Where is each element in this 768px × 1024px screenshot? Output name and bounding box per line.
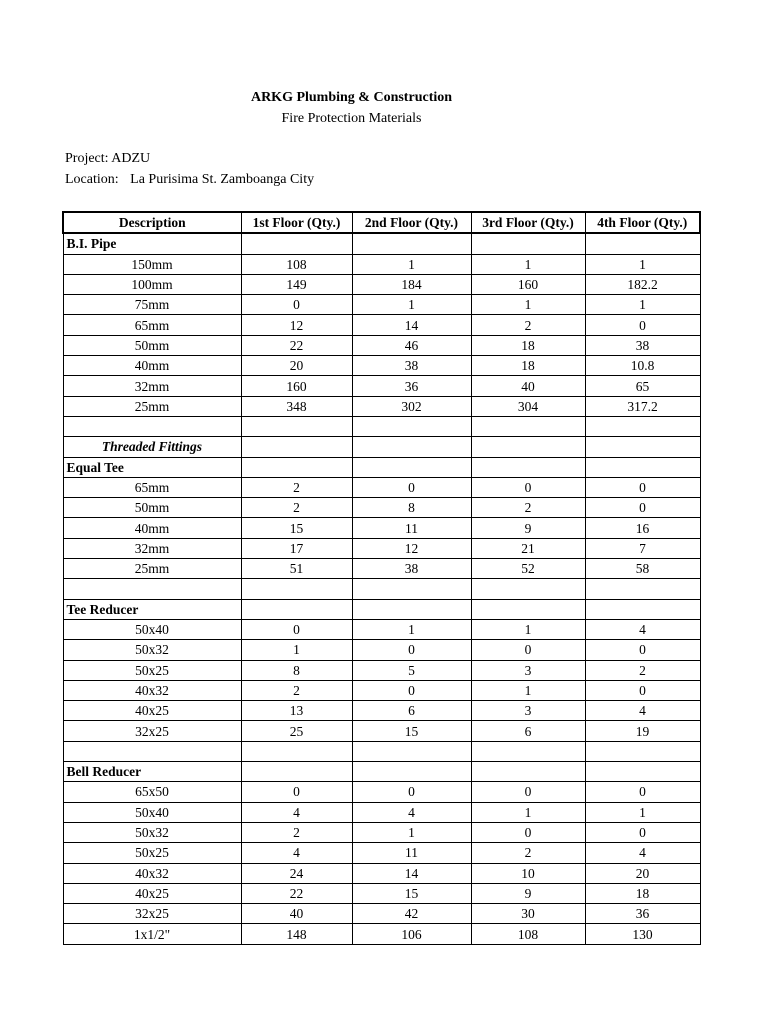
section-row <box>63 457 700 477</box>
qty-cell-floor-2: 38 <box>352 559 471 579</box>
qty-cell-floor-1: 22 <box>241 883 352 903</box>
qty-cell-floor-4: 0 <box>585 680 700 700</box>
empty-cell <box>471 416 585 436</box>
item-description: 40mm <box>63 356 241 376</box>
document-subtitle: Fire Protection Materials <box>281 111 422 126</box>
section-row <box>63 233 700 254</box>
item-description: 100mm <box>63 274 241 294</box>
qty-cell-floor-2: 0 <box>352 477 471 497</box>
qty-cell-floor-2: 1 <box>352 619 471 639</box>
qty-cell-floor-1: 0 <box>241 782 352 802</box>
item-description: 50x32 <box>63 822 241 842</box>
qty-cell-floor-3: 108 <box>471 924 585 944</box>
qty-cell-floor-1: 0 <box>241 295 352 315</box>
qty-cell-floor-4: 58 <box>585 559 700 579</box>
empty-cell <box>241 762 352 782</box>
table-row <box>63 883 700 903</box>
table-row <box>63 315 700 335</box>
empty-cell <box>471 233 585 254</box>
qty-cell-floor-2: 0 <box>352 782 471 802</box>
item-description: 65mm <box>63 315 241 335</box>
qty-cell-floor-4: 130 <box>585 924 700 944</box>
qty-cell-floor-2: 42 <box>352 904 471 924</box>
qty-cell-floor-2: 8 <box>352 498 471 518</box>
table-row <box>63 843 700 863</box>
qty-cell-floor-4: 4 <box>585 701 700 721</box>
qty-cell-floor-1: 25 <box>241 721 352 741</box>
qty-cell-floor-2: 4 <box>352 802 471 822</box>
qty-cell-floor-3: 2 <box>471 315 585 335</box>
location-label: Location: <box>65 172 119 187</box>
column-header-4th-floor: 4th Floor (Qty.) <box>585 212 700 233</box>
qty-cell-floor-1: 108 <box>241 254 352 274</box>
qty-cell-floor-1: 348 <box>241 396 352 416</box>
qty-cell-floor-4: 1 <box>585 802 700 822</box>
qty-cell-floor-1: 20 <box>241 356 352 376</box>
qty-cell-floor-3: 9 <box>471 883 585 903</box>
qty-cell-floor-3: 2 <box>471 498 585 518</box>
section-row <box>63 437 700 457</box>
empty-cell <box>471 762 585 782</box>
column-header-description: Description <box>63 212 241 233</box>
qty-cell-floor-2: 11 <box>352 518 471 538</box>
empty-cell <box>352 437 471 457</box>
qty-cell-floor-4: 4 <box>585 843 700 863</box>
qty-cell-floor-2: 184 <box>352 274 471 294</box>
qty-cell-floor-2: 36 <box>352 376 471 396</box>
qty-cell-floor-1: 148 <box>241 924 352 944</box>
qty-cell-floor-1: 24 <box>241 863 352 883</box>
qty-cell-floor-3: 3 <box>471 660 585 680</box>
qty-cell-floor-1: 22 <box>241 335 352 355</box>
project-label: Project: <box>65 151 109 166</box>
empty-cell <box>585 599 700 619</box>
table-row <box>63 924 700 944</box>
qty-cell-floor-3: 1 <box>471 680 585 700</box>
qty-cell-floor-2: 46 <box>352 335 471 355</box>
qty-cell-floor-4: 18 <box>585 883 700 903</box>
table-row <box>63 904 700 924</box>
qty-cell-floor-4: 182.2 <box>585 274 700 294</box>
item-description: 32mm <box>63 376 241 396</box>
qty-cell-floor-2: 38 <box>352 356 471 376</box>
table-row <box>63 254 700 274</box>
qty-cell-floor-3: 1 <box>471 295 585 315</box>
item-description: 75mm <box>63 295 241 315</box>
qty-cell-floor-1: 1 <box>241 640 352 660</box>
qty-cell-floor-3: 6 <box>471 721 585 741</box>
table-row <box>63 538 700 558</box>
qty-cell-floor-2: 11 <box>352 843 471 863</box>
qty-cell-floor-3: 3 <box>471 701 585 721</box>
qty-cell-floor-2: 1 <box>352 254 471 274</box>
qty-cell-floor-1: 0 <box>241 619 352 639</box>
item-description: 65x50 <box>63 782 241 802</box>
section-heading: Equal Tee <box>63 457 241 477</box>
table-row <box>63 295 700 315</box>
qty-cell-floor-3: 40 <box>471 376 585 396</box>
blank-row <box>63 416 700 436</box>
qty-cell-floor-1: 15 <box>241 518 352 538</box>
table-body <box>63 233 700 944</box>
qty-cell-floor-3: 160 <box>471 274 585 294</box>
table-row <box>63 335 700 355</box>
empty-cell <box>471 741 585 761</box>
item-description: 50x25 <box>63 660 241 680</box>
empty-cell <box>63 741 241 761</box>
qty-cell-floor-4: 36 <box>585 904 700 924</box>
qty-cell-floor-3: 9 <box>471 518 585 538</box>
table-header-row <box>63 212 700 233</box>
column-header-3rd-floor: 3rd Floor (Qty.) <box>471 212 585 233</box>
qty-cell-floor-1: 4 <box>241 843 352 863</box>
section-row <box>63 599 700 619</box>
empty-cell <box>471 437 585 457</box>
table-row <box>63 782 700 802</box>
item-description: 40x32 <box>63 680 241 700</box>
item-description: 50x40 <box>63 802 241 822</box>
item-description: 32x25 <box>63 721 241 741</box>
qty-cell-floor-2: 302 <box>352 396 471 416</box>
project-value: ADZU <box>111 151 151 166</box>
table-row <box>63 701 700 721</box>
empty-cell <box>352 579 471 599</box>
empty-cell <box>241 599 352 619</box>
empty-cell <box>471 457 585 477</box>
qty-cell-floor-1: 12 <box>241 315 352 335</box>
table-row <box>63 396 700 416</box>
qty-cell-floor-4: 2 <box>585 660 700 680</box>
qty-cell-floor-4: 0 <box>585 498 700 518</box>
empty-cell <box>585 579 700 599</box>
project-line <box>65 151 150 167</box>
qty-cell-floor-3: 2 <box>471 843 585 863</box>
qty-cell-floor-4: 7 <box>585 538 700 558</box>
empty-cell <box>241 416 352 436</box>
qty-cell-floor-1: 160 <box>241 376 352 396</box>
qty-cell-floor-4: 0 <box>585 477 700 497</box>
section-row <box>63 762 700 782</box>
qty-cell-floor-3: 0 <box>471 477 585 497</box>
section-heading: Bell Reducer <box>63 762 241 782</box>
empty-cell <box>241 741 352 761</box>
table-row <box>63 680 700 700</box>
qty-cell-floor-1: 149 <box>241 274 352 294</box>
location-line <box>65 172 314 188</box>
empty-cell <box>352 741 471 761</box>
empty-cell <box>352 416 471 436</box>
empty-cell <box>63 416 241 436</box>
qty-cell-floor-1: 2 <box>241 822 352 842</box>
table-row <box>63 619 700 639</box>
empty-cell <box>241 437 352 457</box>
qty-cell-floor-2: 6 <box>352 701 471 721</box>
company-name: ARKG Plumbing & Construction <box>250 90 453 105</box>
qty-cell-floor-2: 5 <box>352 660 471 680</box>
table-row <box>63 274 700 294</box>
qty-cell-floor-3: 1 <box>471 254 585 274</box>
table-row <box>63 802 700 822</box>
item-description: 50x40 <box>63 619 241 639</box>
qty-cell-floor-3: 304 <box>471 396 585 416</box>
table-row <box>63 477 700 497</box>
empty-cell <box>585 457 700 477</box>
table-row <box>63 356 700 376</box>
qty-cell-floor-3: 10 <box>471 863 585 883</box>
qty-cell-floor-4: 4 <box>585 619 700 639</box>
empty-cell <box>241 579 352 599</box>
item-description: 40x25 <box>63 701 241 721</box>
qty-cell-floor-3: 0 <box>471 822 585 842</box>
empty-cell <box>241 457 352 477</box>
empty-cell <box>585 416 700 436</box>
empty-cell <box>352 599 471 619</box>
qty-cell-floor-4: 65 <box>585 376 700 396</box>
column-header-2nd-floor: 2nd Floor (Qty.) <box>352 212 471 233</box>
empty-cell <box>585 233 700 254</box>
table-row <box>63 559 700 579</box>
materials-table <box>62 211 701 945</box>
group-heading: Threaded Fittings <box>63 437 241 457</box>
column-header-1st-floor: 1st Floor (Qty.) <box>241 212 352 233</box>
qty-cell-floor-4: 0 <box>585 315 700 335</box>
qty-cell-floor-4: 0 <box>585 640 700 660</box>
qty-cell-floor-1: 13 <box>241 701 352 721</box>
qty-cell-floor-3: 1 <box>471 619 585 639</box>
qty-cell-floor-4: 317.2 <box>585 396 700 416</box>
qty-cell-floor-2: 0 <box>352 680 471 700</box>
table-row <box>63 640 700 660</box>
qty-cell-floor-1: 4 <box>241 802 352 822</box>
qty-cell-floor-3: 30 <box>471 904 585 924</box>
section-heading: Tee Reducer <box>63 599 241 619</box>
table-row <box>63 863 700 883</box>
item-description: 50mm <box>63 335 241 355</box>
item-description: 65mm <box>63 477 241 497</box>
empty-cell <box>241 233 352 254</box>
qty-cell-floor-4: 0 <box>585 822 700 842</box>
qty-cell-floor-2: 12 <box>352 538 471 558</box>
item-description: 32x25 <box>63 904 241 924</box>
empty-cell <box>471 599 585 619</box>
qty-cell-floor-3: 21 <box>471 538 585 558</box>
item-description: 40x25 <box>63 883 241 903</box>
table-row <box>63 721 700 741</box>
item-description: 40x32 <box>63 863 241 883</box>
qty-cell-floor-3: 18 <box>471 356 585 376</box>
blank-row <box>63 579 700 599</box>
qty-cell-floor-1: 17 <box>241 538 352 558</box>
qty-cell-floor-3: 0 <box>471 640 585 660</box>
empty-cell <box>471 579 585 599</box>
qty-cell-floor-2: 1 <box>352 295 471 315</box>
empty-cell <box>352 457 471 477</box>
location-value: La Purisima St. Zamboanga City <box>130 172 315 187</box>
empty-cell <box>352 233 471 254</box>
qty-cell-floor-2: 15 <box>352 721 471 741</box>
item-description: 40mm <box>63 518 241 538</box>
table-row <box>63 518 700 538</box>
qty-cell-floor-1: 40 <box>241 904 352 924</box>
qty-cell-floor-4: 10.8 <box>585 356 700 376</box>
qty-cell-floor-3: 18 <box>471 335 585 355</box>
qty-cell-floor-4: 1 <box>585 254 700 274</box>
qty-cell-floor-1: 8 <box>241 660 352 680</box>
item-description: 1x1/2" <box>63 924 241 944</box>
table-row <box>63 376 700 396</box>
item-description: 50x25 <box>63 843 241 863</box>
empty-cell <box>585 437 700 457</box>
section-heading: B.I. Pipe <box>63 233 241 254</box>
qty-cell-floor-4: 38 <box>585 335 700 355</box>
empty-cell <box>63 579 241 599</box>
qty-cell-floor-4: 20 <box>585 863 700 883</box>
empty-cell <box>585 741 700 761</box>
table-row <box>63 660 700 680</box>
item-description: 25mm <box>63 396 241 416</box>
empty-cell <box>585 762 700 782</box>
qty-cell-floor-1: 2 <box>241 477 352 497</box>
item-description: 50x32 <box>63 640 241 660</box>
qty-cell-floor-2: 1 <box>352 822 471 842</box>
qty-cell-floor-1: 51 <box>241 559 352 579</box>
qty-cell-floor-3: 1 <box>471 802 585 822</box>
qty-cell-floor-2: 14 <box>352 863 471 883</box>
qty-cell-floor-2: 15 <box>352 883 471 903</box>
qty-cell-floor-4: 16 <box>585 518 700 538</box>
table-row <box>63 822 700 842</box>
qty-cell-floor-4: 19 <box>585 721 700 741</box>
qty-cell-floor-1: 2 <box>241 498 352 518</box>
qty-cell-floor-2: 14 <box>352 315 471 335</box>
qty-cell-floor-2: 106 <box>352 924 471 944</box>
qty-cell-floor-2: 0 <box>352 640 471 660</box>
qty-cell-floor-4: 1 <box>585 295 700 315</box>
item-description: 150mm <box>63 254 241 274</box>
empty-cell <box>352 762 471 782</box>
qty-cell-floor-1: 2 <box>241 680 352 700</box>
qty-cell-floor-3: 0 <box>471 782 585 802</box>
item-description: 32mm <box>63 538 241 558</box>
blank-row <box>63 741 700 761</box>
item-description: 50mm <box>63 498 241 518</box>
qty-cell-floor-3: 52 <box>471 559 585 579</box>
item-description: 25mm <box>63 559 241 579</box>
table-row <box>63 498 700 518</box>
qty-cell-floor-4: 0 <box>585 782 700 802</box>
